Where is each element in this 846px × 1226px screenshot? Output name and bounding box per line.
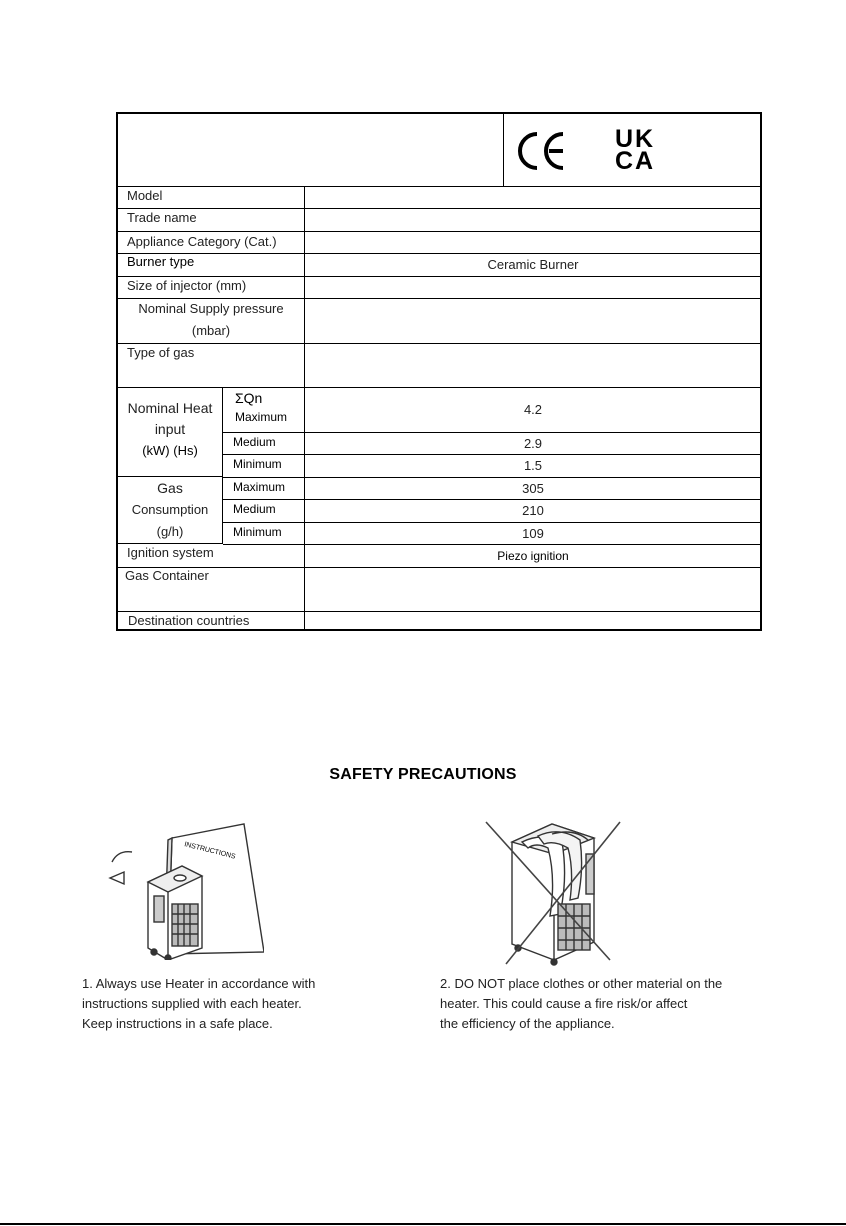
safety-item-1-line-2: instructions supplied with each heater.	[82, 996, 302, 1011]
value-ignition: Piezo ignition	[497, 548, 569, 563]
value-category	[306, 231, 760, 253]
safety-item-2-line-2: heater. This could cause a fire risk/or affect	[440, 996, 688, 1011]
row-countries	[118, 611, 760, 631]
heat-input-med-label: Medium	[223, 432, 305, 454]
label-gas-type: Type of gas	[118, 343, 305, 387]
safety-item-2-line-3: the efficiency of the appliance.	[440, 1016, 615, 1031]
instructions-sheet-text: INSTRUCTIONS	[183, 841, 237, 861]
label-pressure-line-1: Nominal Supply pressure	[138, 301, 284, 316]
sum-qn-symbol: ΣQn	[235, 390, 263, 406]
heat-input-label	[118, 387, 223, 477]
plate-header	[118, 114, 760, 187]
ce-mark-icon	[513, 130, 573, 172]
row-trade-name	[118, 208, 760, 232]
bottom-rule	[0, 1223, 846, 1225]
label-trade-name: Trade name	[118, 208, 305, 231]
label-category: Appliance Category (Cat.)	[118, 231, 305, 253]
heat-input-max-label	[223, 387, 305, 432]
heat-input-min-label: Minimum	[223, 454, 305, 477]
consumption-med-label: Medium	[223, 499, 305, 522]
label-ignition: Ignition system	[118, 544, 305, 567]
consumption-label	[118, 477, 223, 544]
row-category	[118, 231, 760, 254]
heat-input-label-line-1: Nominal Heat	[127, 400, 213, 416]
label-container: Gas Container	[118, 567, 305, 611]
safety-item-1-line-3: Keep instructions in a safe place.	[82, 1016, 273, 1031]
value-gas-type	[306, 343, 760, 387]
consumption-med-row	[223, 499, 760, 523]
value-injector	[306, 276, 760, 298]
heat-input-label-line-2: input	[154, 421, 186, 437]
heat-input-min-value: 1.5	[523, 458, 543, 473]
value-trade-name	[306, 208, 760, 231]
consumption-max-label: Maximum	[223, 477, 305, 499]
row-model	[118, 186, 760, 209]
value-model	[306, 186, 760, 208]
no-clothes-on-heater-illustration	[482, 818, 624, 966]
row-container	[118, 567, 760, 612]
consumption-label-line-1: Gas	[157, 480, 183, 496]
safety-item-2-line-1: 2. DO NOT place clothes or other material on the	[440, 976, 723, 991]
label-countries: Destination countries	[118, 611, 305, 631]
safety-item-2	[440, 974, 722, 1034]
label-pressure-line-2: (mbar)	[191, 323, 231, 338]
ukca-line-1: UK	[615, 125, 656, 153]
row-gas-type	[118, 343, 760, 388]
consumption-min-value: 109	[522, 525, 544, 541]
row-burner-type	[118, 253, 760, 277]
label-injector: Size of injector (mm)	[118, 276, 305, 298]
heat-input-max-text: Maximum	[235, 410, 288, 424]
heat-input-max-row	[223, 387, 760, 433]
consumption-label-line-3: (g/h)	[156, 524, 184, 539]
ukca-line-2: CA	[615, 147, 656, 175]
label-model: Model	[118, 186, 305, 208]
ukca-mark	[615, 125, 656, 175]
consumption-label-line-2: Consumption	[131, 502, 209, 517]
consumption-min-label: Minimum	[223, 522, 305, 544]
rating-plate	[116, 112, 762, 631]
heat-input-min-row	[223, 454, 760, 478]
row-injector	[118, 276, 760, 299]
consumption-max-value: 305	[522, 480, 544, 496]
value-countries	[306, 611, 760, 631]
label-pressure	[118, 298, 305, 343]
safety-item-1-line-1: 1. Always use Heater in accordance with	[82, 976, 316, 991]
value-container	[306, 567, 760, 611]
heat-input-med-row	[223, 432, 760, 455]
instructions-sheet-label-layer	[104, 822, 264, 960]
value-pressure	[306, 298, 760, 343]
label-burner-type: Burner type	[118, 253, 305, 276]
row-pressure	[118, 298, 760, 344]
heat-input-label-line-3: (kW) (Hs)	[142, 443, 198, 458]
value-burner-type: Ceramic Burner	[487, 257, 579, 272]
consumption-min-row	[223, 522, 760, 545]
safety-item-1	[82, 974, 315, 1034]
heat-input-med-value: 2.9	[523, 435, 543, 451]
row-ignition	[118, 544, 760, 568]
consumption-med-value: 210	[522, 503, 544, 518]
heat-input-max-value: 4.2	[523, 402, 543, 417]
safety-title: SAFETY PRECAUTIONS	[329, 766, 517, 783]
consumption-max-row	[223, 477, 760, 500]
